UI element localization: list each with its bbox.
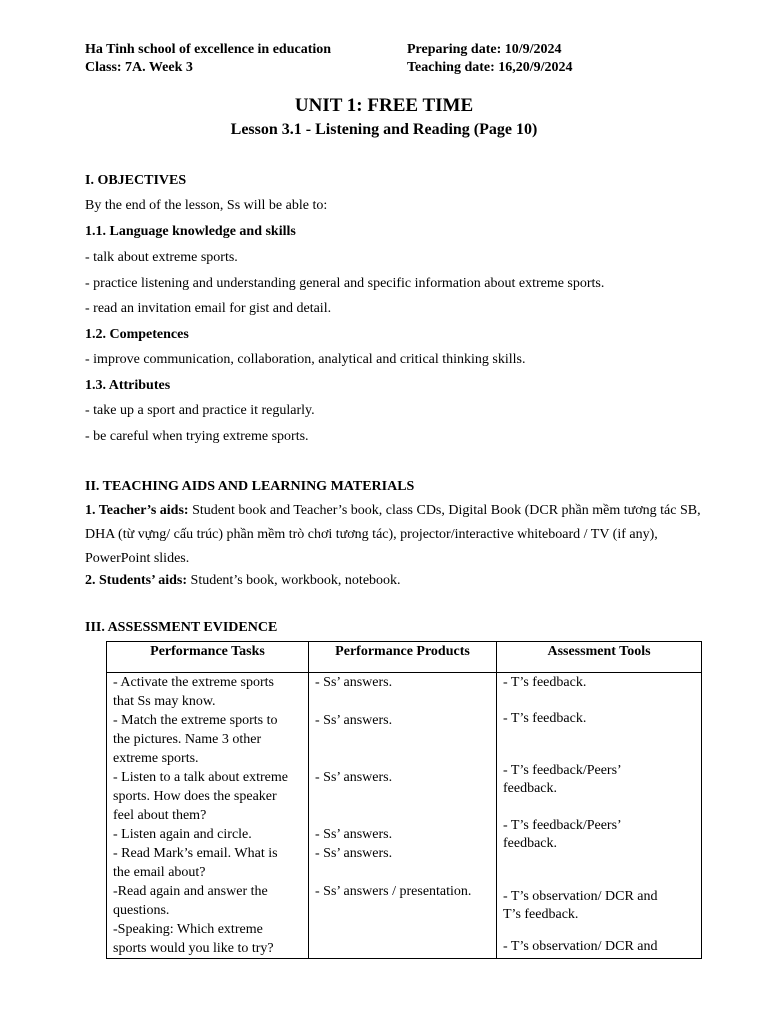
competence-item: - improve communication, collaboration, analytical and critical thinking skills. — [85, 352, 526, 367]
objective-item: - talk about extreme sports. — [85, 250, 238, 265]
tool-line: - T’s feedback. — [503, 675, 587, 690]
lesson-title: Lesson 3.1 - Listening and Reading (Page 10) — [230, 121, 538, 138]
tools-cell — [497, 673, 702, 959]
unit-title: UNIT 1: FREE TIME — [294, 95, 474, 116]
tool-line: - T’s feedback. — [503, 711, 587, 726]
student-aids-text: Student’s book, workbook, notebook. — [187, 573, 401, 588]
task-line: the pictures. Name 3 other — [113, 732, 262, 747]
assessment-table — [106, 641, 702, 959]
task-line: extreme sports. — [113, 751, 199, 766]
product-line: - Ss’ answers. — [315, 827, 393, 842]
task-line: sports would you like to try? — [113, 941, 274, 956]
objectives-heading: I. OBJECTIVES — [85, 173, 187, 188]
table-row — [107, 673, 702, 959]
attribute-item: - be careful when trying extreme sports. — [85, 429, 309, 444]
products-cell — [309, 673, 497, 959]
product-line: - Ss’ answers. — [315, 846, 393, 861]
language-skills-heading: 1.1. Language knowledge and skills — [85, 224, 296, 239]
task-line: -Read again and answer the — [113, 884, 268, 899]
objectives-intro: By the end of the lesson, Ss will be able to: — [85, 198, 328, 213]
teaching-aids-heading: II. TEACHING AIDS AND LEARNING MATERIALS — [85, 479, 415, 494]
tool-line: - T’s observation/ DCR and — [503, 889, 658, 904]
objective-item: - practice listening and understanding general and specific information about extreme sports. — [85, 276, 605, 291]
product-line: - Ss’ answers. — [315, 770, 393, 785]
preparing-date: Preparing date: 10/9/2024 — [407, 42, 562, 57]
teacher-aids-paragraph — [85, 499, 710, 571]
task-line: feel about them? — [113, 808, 207, 823]
student-aids-paragraph — [85, 572, 401, 590]
tool-line: feedback. — [503, 836, 558, 851]
task-line: questions. — [113, 903, 170, 918]
class-week: Class: 7A. Week 3 — [85, 60, 193, 75]
task-line: the email about? — [113, 865, 206, 880]
tool-line: - T’s observation/ DCR and — [503, 939, 658, 954]
table-header-row — [107, 642, 702, 673]
product-line: - Ss’ answers. — [315, 675, 393, 690]
assessment-heading: III. ASSESSMENT EVIDENCE — [85, 620, 278, 635]
school-name: Ha Tinh school of excellence in education — [85, 42, 332, 57]
task-line: - Listen again and circle. — [113, 827, 252, 842]
task-line: - Read Mark’s email. What is — [113, 846, 278, 861]
task-line: that Ss may know. — [113, 694, 216, 709]
task-line: -Speaking: Which extreme — [113, 922, 263, 937]
objective-item: - read an invitation email for gist and detail. — [85, 301, 332, 316]
column-header: Assessment Tools — [497, 642, 702, 673]
competences-heading: 1.2. Competences — [85, 327, 189, 342]
product-line: - Ss’ answers / presentation. — [315, 884, 472, 899]
tasks-cell — [107, 673, 309, 959]
task-line: - Match the extreme sports to — [113, 713, 278, 728]
column-header: Performance Tasks — [107, 642, 309, 673]
product-line: - Ss’ answers. — [315, 713, 393, 728]
tool-line: T’s feedback. — [503, 907, 579, 922]
task-line: - Listen to a talk about extreme — [113, 770, 288, 785]
task-line: sports. How does the speaker — [113, 789, 277, 804]
student-aids-label: 2. Students’ aids: — [85, 573, 188, 588]
teacher-aids-text: Student book and Teacher’s book, class CDs, Digital Book (DCR phần mềm tương tác SB, DHA (từ vựng/ cấu trúc) phần mềm trò chơi tương tác), projector/interactive whiteboard / TV (if any), PowerPoint slides. — [85, 503, 701, 566]
tool-line: - T’s feedback/Peers’ — [503, 763, 622, 778]
column-header: Performance Products — [309, 642, 497, 673]
tool-line: feedback. — [503, 781, 558, 796]
teacher-aids-label: 1. Teacher’s aids: — [85, 503, 189, 518]
attributes-heading: 1.3. Attributes — [85, 378, 171, 393]
task-line: - Activate the extreme sports — [113, 675, 274, 690]
teaching-date: Teaching date: 16,20/9/2024 — [407, 60, 573, 75]
tool-line: - T’s feedback/Peers’ — [503, 818, 622, 833]
attribute-item: - take up a sport and practice it regularly. — [85, 403, 315, 418]
